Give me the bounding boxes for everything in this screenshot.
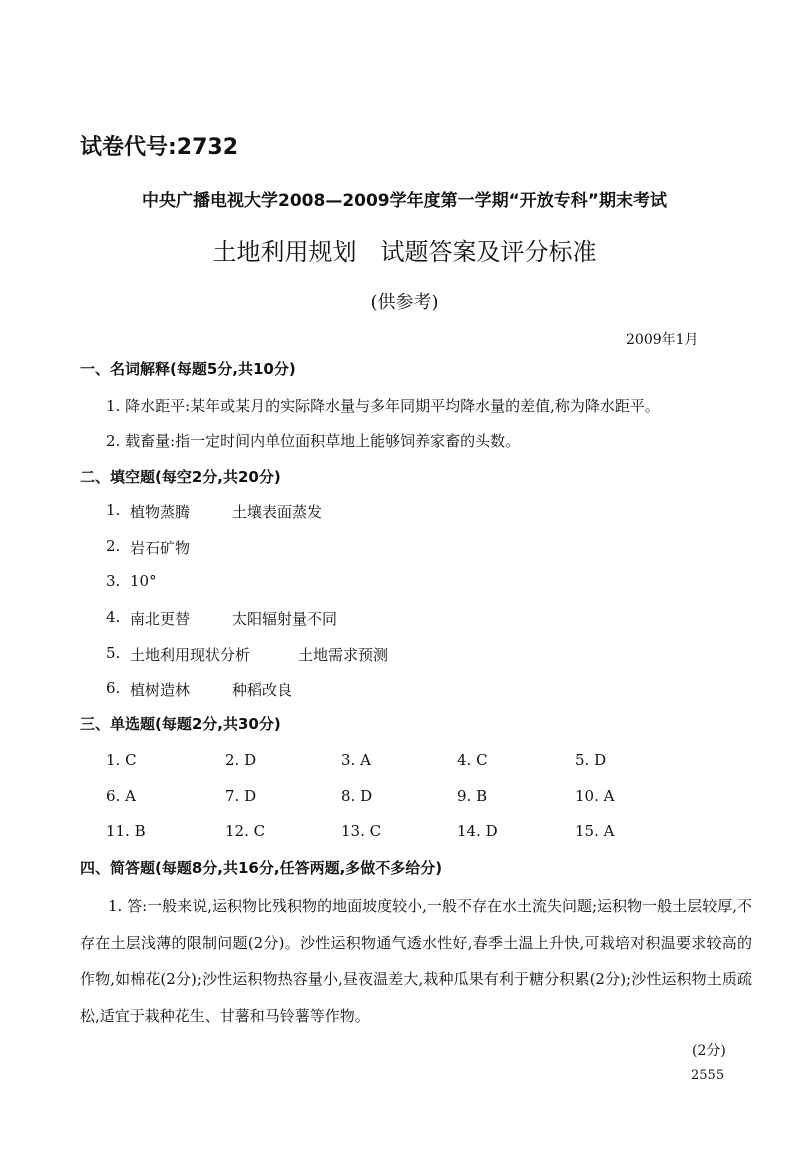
page-number: 2555 [691, 1068, 725, 1083]
mc-answer: 2. D [225, 751, 257, 769]
fill-answer-a: 岩石矿物 [130, 539, 191, 557]
mc-answer: 7. D [225, 787, 257, 805]
fill-num: 2. [106, 537, 121, 555]
score-note: (2分) [692, 1043, 726, 1059]
mc-answer: 14. D [457, 822, 498, 840]
mc-answer: 15. A [575, 822, 615, 840]
exam-date: 2009年1月 [626, 332, 699, 348]
fill-num: 5. [106, 644, 121, 662]
mc-answer: 12. C [225, 822, 266, 840]
section2-heading: 二、填空题(每空2分,共20分) [80, 468, 281, 486]
section4-heading: 四、简答题(每题8分,共16分,任答两题,多做不多给分) [80, 859, 443, 877]
fill-answer-a: 土地利用现状分析 [130, 646, 251, 664]
mc-answer: 9. B [457, 787, 488, 805]
fill-answer-b: 太阳辐射量不同 [232, 610, 338, 628]
fill-answer-a: 植物蒸腾 [130, 503, 191, 521]
mc-answer: 10. A [575, 787, 615, 805]
fill-answer-b: 土地需求预测 [298, 646, 389, 664]
mc-answer: 5. D [575, 751, 607, 769]
section3-heading: 三、单选题(每题2分,共30分) [80, 715, 281, 733]
fill-answer-b: 土壤表面蒸发 [232, 503, 323, 521]
mc-answer: 6. A [106, 787, 136, 805]
fill-answer-a: 南北更替 [130, 610, 191, 628]
mc-answer: 3. A [341, 751, 371, 769]
page-subtitle: (供参考) [370, 292, 439, 313]
section1-item: 1. 降水距平:某年或某月的实际降水量与多年同期平均降水量的差值,称为降水距平。 [106, 397, 660, 415]
exam-header: 中央广播电视大学2008—2009学年度第一学期“开放专科”期末考试 [142, 191, 667, 211]
paper-code: 试卷代号:2732 [80, 135, 239, 160]
fill-answer-a: 10° [130, 572, 157, 590]
fill-num: 1. [106, 501, 121, 519]
mc-answer: 1. C [106, 751, 137, 769]
fill-num: 4. [106, 608, 121, 626]
mc-answer: 4. C [457, 751, 488, 769]
mc-answer: 8. D [341, 787, 373, 805]
section1-item: 2. 载畜量:指一定时间内单位面积草地上能够饲养家畜的头数。 [106, 432, 521, 450]
short-answer-1: 1. 答:一般来说,运积物比残积物的地面坡度较小,一般不存在水土流失问题;运积物一般土层较厚,不存在土层浅薄的限制问题(2分)。沙性运积物通气透水性好,春季土温上升快,可栽培对积温要求较高的作物,如棉花(2分);沙性运积物热容量小,昼夜温差大,栽种瓜果有利于糖分积累(2分);沙性运积物土质疏松,适宜于栽种花生、甘薯和马铃薯等作物。 [80, 897, 752, 1025]
section1-heading: 一、名词解释(每题5分,共10分) [80, 360, 296, 378]
fill-num: 6. [106, 679, 121, 697]
page-title: 土地利用规划 试题答案及评分标准 [212, 238, 597, 266]
mc-answer: 11. B [106, 822, 146, 840]
fill-num: 3. [106, 572, 121, 590]
fill-answer-a: 植树造林 [130, 681, 191, 699]
fill-answer-b: 种稻改良 [232, 681, 293, 699]
mc-answer: 13. C [341, 822, 382, 840]
